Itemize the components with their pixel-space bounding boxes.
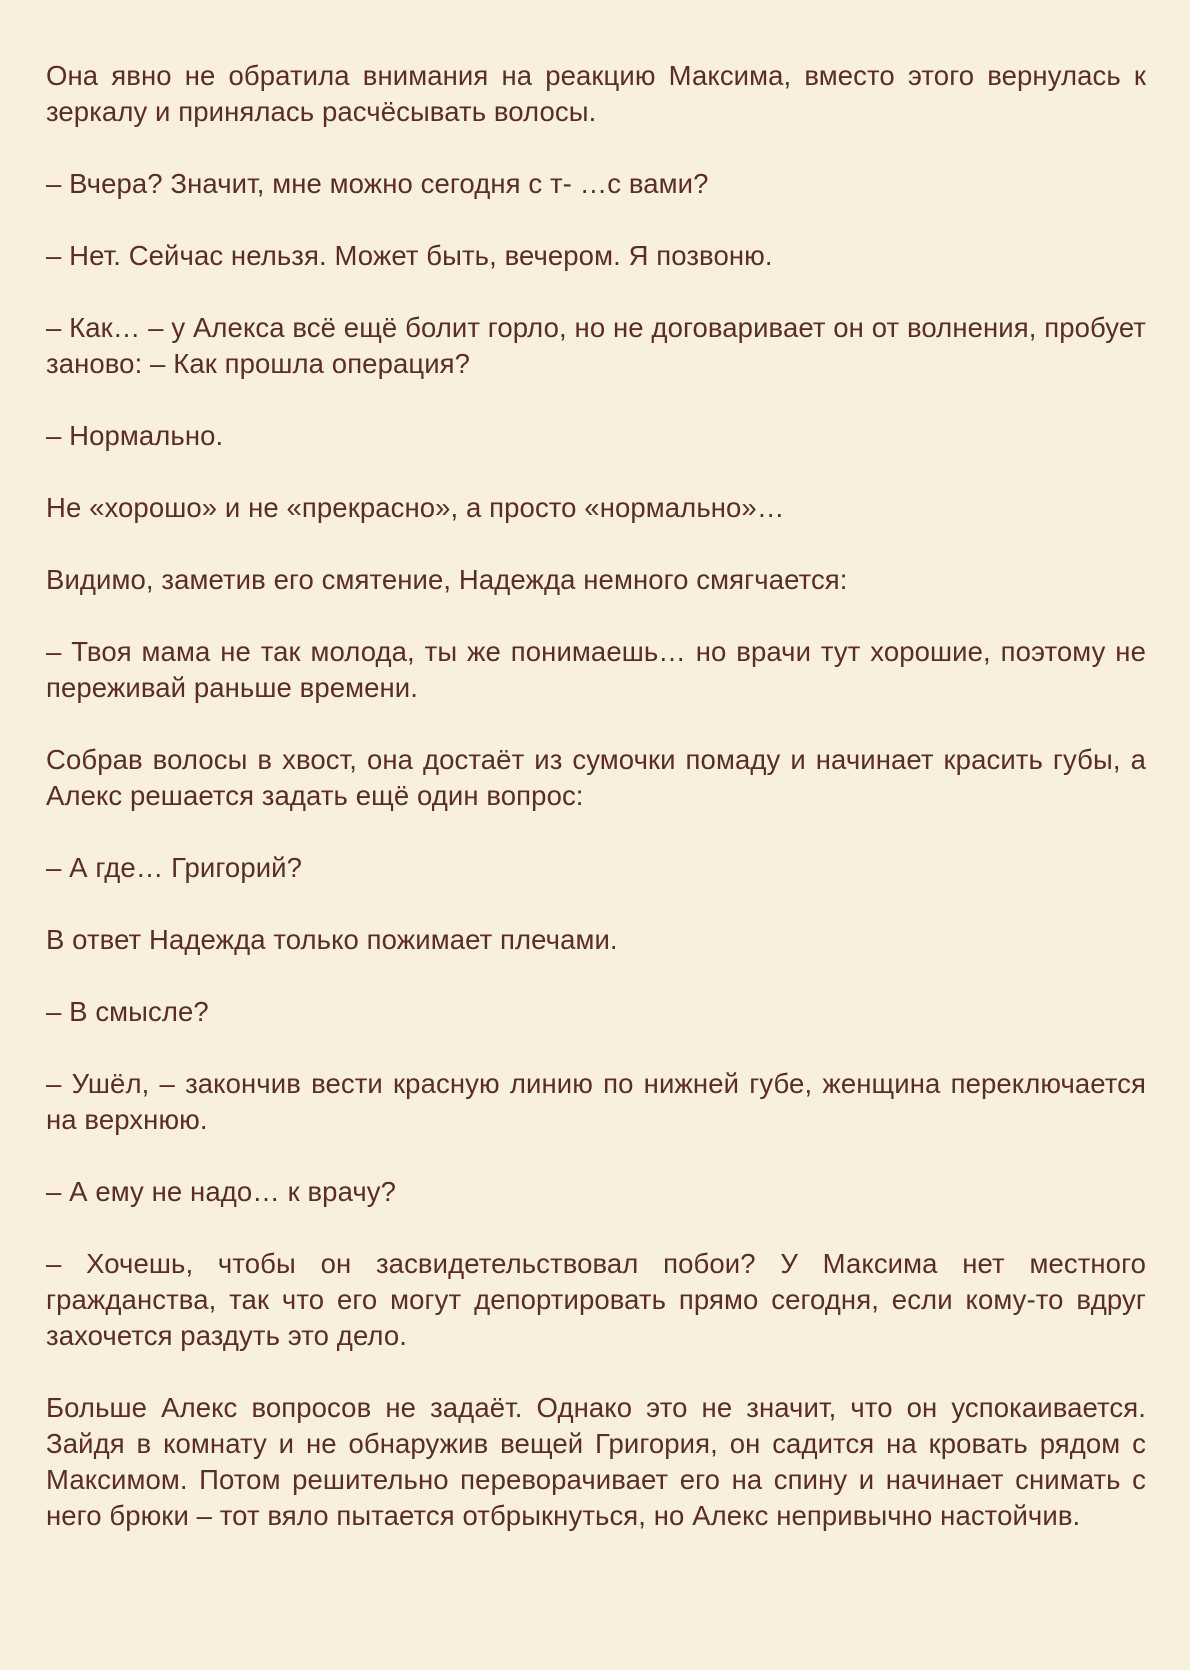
paragraph: – Ушёл, – закончив вести красную линию по нижней губе, женщина переключается на верхнюю. <box>46 1068 1146 1135</box>
paragraph: Она явно не обратила внимания на реакцию Максима, вместо этого вернулась к зеркалу и принялась расчёсывать волосы. <box>46 60 1146 127</box>
paragraph: – Как… – у Алекса всё ещё болит горло, но не договаривает он от волнения, пробует заново: – Как прошла операция? <box>46 312 1146 379</box>
paragraph: – А ему не надо… к врачу? <box>46 1176 397 1207</box>
paragraph: – Твоя мама не так молода, ты же понимаешь… но врачи тут хорошие, поэтому не переживай раньше времени. <box>46 636 1146 703</box>
paragraph: – Хочешь, чтобы он засвидетельствовал побои? У Максима нет местного гражданства, так что его могут депортировать прямо сегодня, если кому-то вдруг захочется раздуть это дело. <box>46 1248 1146 1351</box>
paragraph: Видимо, заметив его смятение, Надежда немного смягчается: <box>46 564 848 595</box>
paragraph: Больше Алекс вопросов не задаёт. Однако это не значит, что он успокаивается. Зайдя в комнату и не обнаружив вещей Григория, он садится на кровать рядом с Максимом. Потом решительно переворачивает его на спину и начинает снимать с него брюки – тот вяло пытается отбрыкнуться, но Алекс непривычно настойчив. <box>46 1392 1146 1531</box>
paragraph: – В смысле? <box>46 996 209 1027</box>
paragraph: – А где… Григорий? <box>46 852 303 883</box>
paragraph: – Нет. Сейчас нельзя. Может быть, вечером. Я позвоню. <box>46 240 773 271</box>
paragraph: – Вчера? Значит, мне можно сегодня с т- …с вами? <box>46 168 709 199</box>
paragraph: Собрав волосы в хвост, она достаёт из сумочки помаду и начинает красить губы, а Алекс решается задать ещё один вопрос: <box>46 744 1146 811</box>
paragraph: В ответ Надежда только пожимает плечами. <box>46 924 618 955</box>
paragraph: Не «хорошо» и не «прекрасно», а просто «нормально»… <box>46 492 785 523</box>
paragraph: – Нормально. <box>46 420 224 451</box>
